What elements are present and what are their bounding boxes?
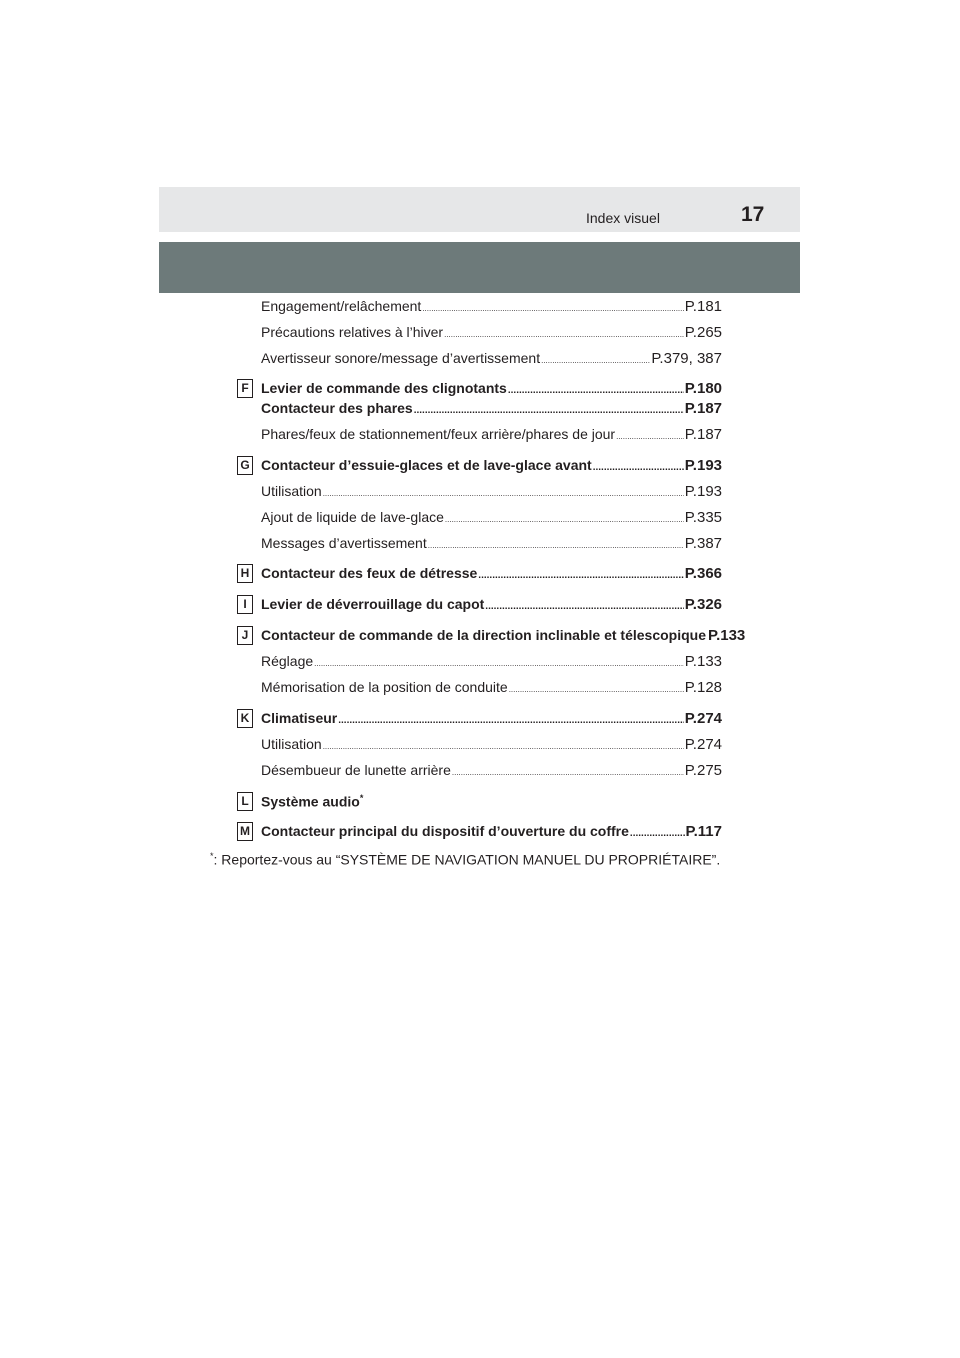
index-entry: Ajout de liquide de lave-glace ..... P.335 <box>261 509 722 526</box>
index-entry: Réglage ..... P.133 <box>261 653 722 670</box>
item-letter-badge: L <box>237 792 253 811</box>
index-entry: Messages d’avertissement ..... P.387 <box>261 535 722 552</box>
index-entry: Phares/feux de stationnement/feux arrière/phares de jour ..... P.187 <box>261 426 722 443</box>
index-entry: Contacteur de commande de la direction inclinable et télescopique P.133 <box>261 627 746 644</box>
index-entry: Levier de déverrouillage du capot ..... P.326 <box>261 596 722 613</box>
index-entry: Avertisseur sonore/message d’avertissement ..... P.379, 387 <box>261 350 722 367</box>
item-letter-badge: G <box>237 456 253 475</box>
item-letter-badge: I <box>237 595 253 614</box>
index-entry: Précautions relatives à l’hiver ..... P.265 <box>261 324 722 341</box>
section-title: Index visuel <box>586 210 660 226</box>
index-entry: Contacteur principal du dispositif d’ouverture du coffre ..... P.117 <box>261 823 722 840</box>
index-entry: Contacteur des feux de détresse ..... P.366 <box>261 565 722 582</box>
index-entry: Contacteur d’essuie-glaces et de lave-glace avant ..... P.193 <box>261 457 722 474</box>
footnote: *: Reportez-vous au “SYSTÈME DE NAVIGATION MANUEL DU PROPRIÉTAIRE”. <box>210 851 721 868</box>
item-letter-badge: J <box>237 626 253 645</box>
footnote-mark: * <box>210 851 214 861</box>
header-bar <box>159 187 800 232</box>
index-entry: Système audio* <box>261 793 364 810</box>
index-entry: Utilisation ..... P.274 <box>261 736 722 753</box>
item-letter-badge: K <box>237 709 253 728</box>
index-entry: Contacteur des phares ..... P.187 <box>261 400 722 417</box>
item-letter-badge: F <box>237 379 253 398</box>
index-entry: Engagement/relâchement ..... P.181 <box>261 298 722 315</box>
page-number: 17 <box>741 203 765 226</box>
index-entry: Utilisation ..... P.193 <box>261 483 722 500</box>
item-letter-badge: H <box>237 564 253 583</box>
header-band <box>159 242 800 293</box>
index-entry: Climatiseur ..... P.274 <box>261 710 722 727</box>
index-entry: Mémorisation de la position de conduite ..... P.128 <box>261 679 722 696</box>
index-entry: Levier de commande des clignotants ..... P.180 <box>261 380 722 397</box>
item-letter-badge: M <box>237 822 253 841</box>
index-entry: Désembueur de lunette arrière ..... P.275 <box>261 762 722 779</box>
footnote-mark: * <box>359 793 364 803</box>
